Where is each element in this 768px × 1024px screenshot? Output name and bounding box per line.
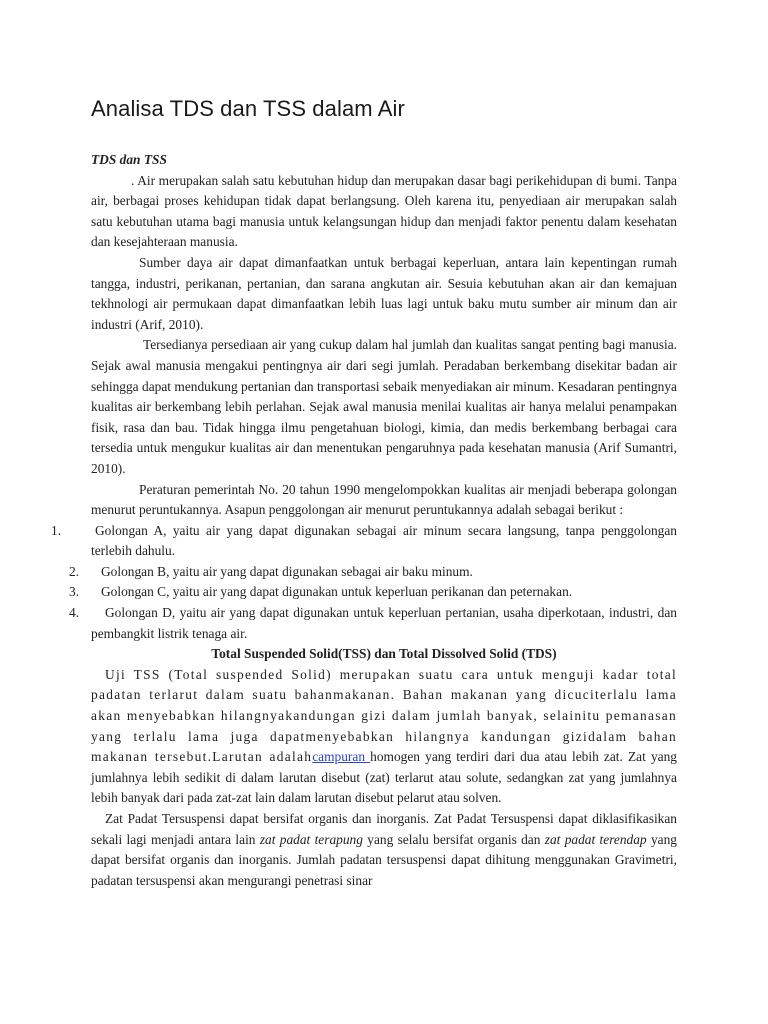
- list-item: [51, 521, 677, 562]
- list-item-text: Golongan B, yaitu air yang dapat digunakan sebagai air baku minum.: [101, 563, 473, 579]
- zat-padat-terendap-term: zat padat terendap: [544, 831, 647, 847]
- paragraph-3: Tersedianya persediaan air yang cukup dalam hal jumlah dan kualitas sangat penting bagi manusia. Sejak awal manusia mengakui pentingnya air dari segi jumlah. Peradaban berkembang disekitar badan air sehingga dapat mendukung pertanian dan transportasi sebaik menyediakan air minum. Kesadaran pentingnya kualitas air berkembang lebih perlahan. Sejak awal manusia menilai kualitas air hanya melalui penampakan fisik, rasa dan bau. Tidak hingga ilmu pengetahuan biologi, kimia, dan medis berkembang berbagai cara tersedia untuk mengukur kualitas air dan menentukan pengaruhnya pada kesehatan manusia (Arif Sumantri, 2010).: [91, 337, 677, 476]
- subtitle: TDS dan TSS: [91, 152, 167, 167]
- golongan-list: [51, 521, 677, 645]
- paragraph-5-text: Uji TSS (Total suspended Solid) merupakan suatu cara untuk menguji kadar total padatan terlarut dalam suatu bahanmakanan. Bahan makanan yang dicuciterlalu lama akan menyebabkan hilangnyakandungan gizi dalam jumlah banyak, selainitu pemanasan yang terlalu lama juga dapatmenyebabkan hilangnya kandungan gizidalam bahan makanan tersebut.Larutan adalah: [91, 666, 677, 765]
- list-number: 1.: [51, 522, 62, 538]
- paragraph-5-text-cont: homogen yang terdiri dari dua atau lebih zat. Zat yang jumlahnya lebih sedikit di dalam larutan disebut (zat) terlarut atau solute, sedangkan zat yang jumlahnya lebih banyak dari pada zat-zat lain dalam larutan disebut pelarut atau solven.: [91, 749, 678, 806]
- list-item-text: Golongan D, yaitu air yang dapat digunakan untuk keperluan pertanian, usaha diperkotaan, industri, dan pembangkit listrik tenaga air.: [91, 605, 677, 641]
- paragraph-5: [91, 665, 677, 809]
- paragraph-6-text: Zat Padat Tersuspensi dapat bersifat organis dan inorganis. Zat Padat Tersuspensi dapat diklasifikasikan sekali lagi menjadi antara lain: [91, 811, 677, 847]
- list-item-text: Golongan A, yaitu air yang dapat digunakan sebagai air minum secara langsung, tanpa penggolongan terlebih dahulu.: [91, 522, 677, 559]
- paragraph-6: [91, 809, 677, 891]
- section-heading: Total Suspended Solid(TSS) dan Total Dissolved Solid (TDS): [211, 646, 557, 662]
- list-number: 2.: [69, 563, 80, 579]
- paragraph-6-text-cont: yang selalu bersifat organis dan: [362, 831, 545, 847]
- list-item: [69, 562, 677, 583]
- list-item: [69, 603, 677, 644]
- zat-padat-terapung-term: zat padat terapung: [259, 831, 363, 847]
- campuran-link[interactable]: campuran: [312, 749, 371, 765]
- document-title: Analisa TDS dan TSS dalam Air: [91, 96, 405, 121]
- paragraph-6-text-end: yang dapat bersifat organis dan inorganis. Jumlah padatan tersuspensi dapat dihitung menggunakan Gravimetri, padatan tersuspensi akan mengurangi penetrasi sinar: [91, 831, 677, 888]
- paragraph-2: Sumber daya air dapat dimanfaatkan untuk berbagai keperluan, antara lain kepentingan rumah tangga, industri, perikanan, pertanian, dan sarana angkutan air. Sesuia kebutuhan akan air dan kemajuan tekhnologi air permukaan dapat dimanfaatkan lebih luas lagi untuk baku mutu sumber air minum dan air industri (Arif, 2010).: [91, 254, 677, 332]
- list-item: [69, 582, 677, 603]
- paragraph-4: Peraturan pemerintah No. 20 tahun 1990 mengelompokkan kualitas air menjadi beberapa golongan menurut peruntukannya. Asapun penggolongan air menurut peruntukannya adalah sebagai berikut :: [91, 481, 677, 518]
- document-body: [51, 150, 678, 891]
- list-item-text: Golongan C, yaitu air yang dapat digunakan untuk keperluan perikanan dan peternakan.: [101, 584, 573, 600]
- paragraph-1: . Air merupakan salah satu kebutuhan hidup dan merupakan dasar bagi perikehidupan di bumi. Tanpa air, berbagai proses kehidupan tidak dapat berlangsung. Oleh karena itu, penyediaan air merupakan salah satu kebutuhan utama bagi manusia untuk kelangsungan hidup dan menjadi faktor penentu dalam kesehatan dan kesejahteraan manusia.: [91, 172, 677, 250]
- list-number: 4.: [69, 605, 80, 621]
- list-number: 3.: [69, 584, 80, 600]
